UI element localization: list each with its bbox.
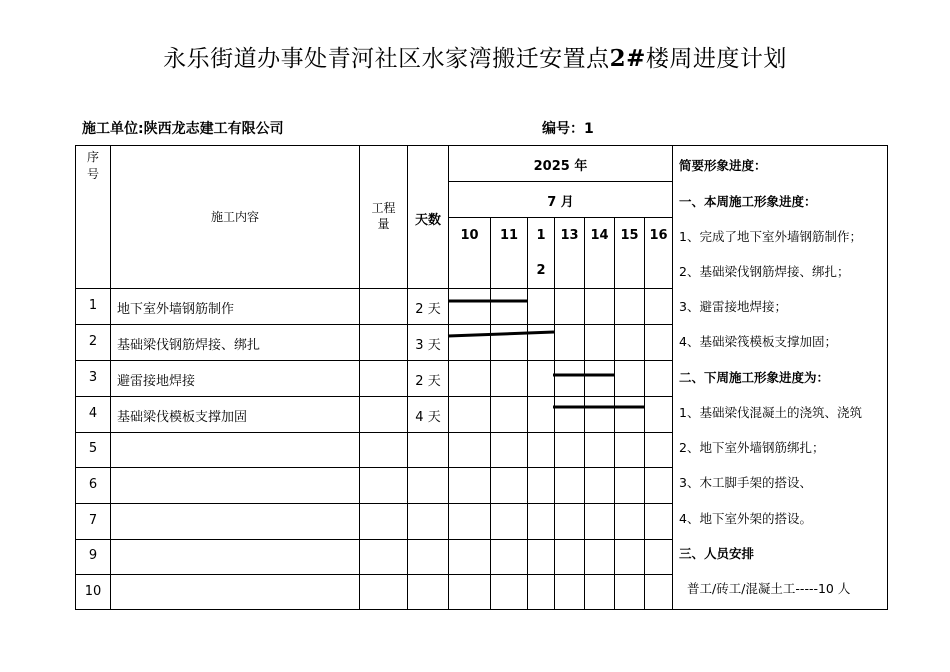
row-days: 2 天 xyxy=(415,374,441,389)
next-week-title: 二、下周施工形象进度为： xyxy=(679,370,830,385)
row-seq: 3 xyxy=(88,370,98,385)
row-content: 基础梁伐钢筋焊接、绑扎 xyxy=(117,338,261,353)
quantity-header xyxy=(360,200,407,232)
notes-heading: 简要形象进度： xyxy=(679,158,767,173)
day-11: 11 xyxy=(499,228,519,243)
day-10: 10 xyxy=(460,228,479,243)
next-week-item: 1、基础梁伐混凝土的浇筑、浇筑 xyxy=(679,405,862,420)
row-content: 避雷接地焊接 xyxy=(117,374,196,389)
title-suffix: 楼周进度计划 xyxy=(645,46,787,72)
day-13: 13 xyxy=(560,228,579,243)
row-content: 地下室外墙钢筋制作 xyxy=(117,302,235,317)
gantt-bar xyxy=(448,332,554,336)
row-days: 2 天 xyxy=(415,302,441,317)
row-seq: 6 xyxy=(88,477,98,492)
next-week-item: 3、木工脚手架的搭设、 xyxy=(679,475,812,490)
day-16: 16 xyxy=(649,228,668,243)
row-seq: 5 xyxy=(88,441,98,456)
this-week-title: 一、本周施工形象进度： xyxy=(679,194,817,209)
construction-unit: 施工单位:陕西龙志建工有限公司 xyxy=(82,121,284,137)
this-week-item: 3、避雷接地焊接； xyxy=(679,299,787,314)
this-week-item: 2、基础梁伐钢筋焊接、绑扎； xyxy=(679,264,850,279)
days-header: 天数 xyxy=(414,213,441,228)
quantity-header-line1: 工程 xyxy=(371,201,396,215)
day-12-bottom: 2 xyxy=(536,263,546,278)
document-number: 编号：1 xyxy=(542,121,594,137)
year-header: 2025 年 xyxy=(533,159,588,174)
month-header: 7 月 xyxy=(547,195,574,210)
row-seq: 1 xyxy=(88,298,98,313)
row-days: 3 天 xyxy=(415,338,441,353)
title-prefix: 永乐街道办事处青河社区水家湾搬迁安置点 xyxy=(163,46,610,72)
staff-detail: 普工/砖工/混凝土工-----10 人 xyxy=(687,581,851,596)
row-seq: 10 xyxy=(84,584,102,599)
row-days: 4 天 xyxy=(415,410,441,425)
seq-header xyxy=(76,148,110,182)
this-week-item: 1、完成了地下室外墙钢筋制作； xyxy=(679,229,862,244)
day-15: 15 xyxy=(620,228,639,243)
row-seq: 4 xyxy=(88,406,98,421)
seq-header-line1: 序 xyxy=(86,150,99,164)
day-12-top: 1 xyxy=(536,228,546,243)
quantity-header-line2: 量 xyxy=(377,217,390,231)
this-week-item: 4、基础梁筏模板支撑加固； xyxy=(679,334,837,349)
staff-title: 三、人员安排 xyxy=(679,546,755,561)
row-seq: 2 xyxy=(88,334,98,349)
row-content: 基础梁伐模板支撑加固 xyxy=(117,410,248,425)
next-week-item: 2、地下室外墙钢筋绑扎； xyxy=(679,440,825,455)
title-building: 2# xyxy=(609,45,646,72)
content-header: 施工内容 xyxy=(210,210,259,224)
next-week-item: 4、地下室外架的搭设。 xyxy=(679,511,812,526)
seq-header-line2: 号 xyxy=(86,167,99,181)
row-seq: 9 xyxy=(88,548,98,563)
day-14: 14 xyxy=(590,228,609,243)
row-seq: 7 xyxy=(88,513,98,528)
